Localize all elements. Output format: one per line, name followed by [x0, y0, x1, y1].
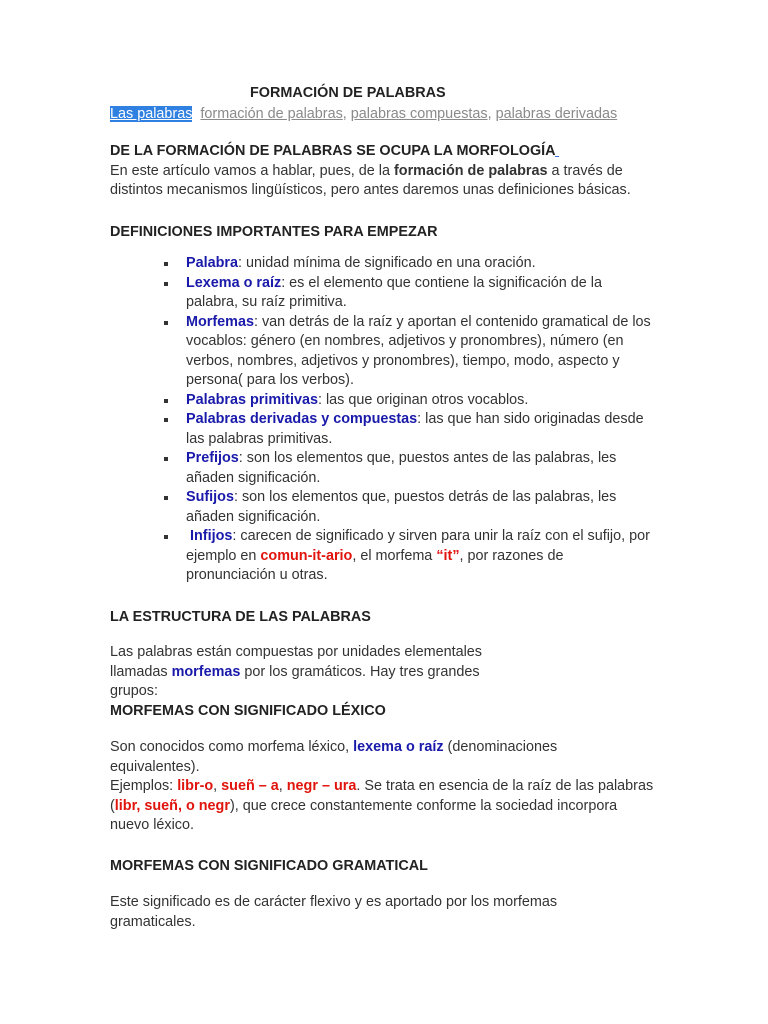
term: Palabras derivadas y compuestas: [186, 411, 418, 427]
term-desc: : es el elemento que contiene la significación de la palabra, su raíz primitiva.: [186, 274, 602, 310]
term: Infijos: [190, 528, 233, 544]
document-title: FORMACIÓN DE PALABRAS: [250, 85, 446, 101]
tag-separator: ,: [342, 105, 351, 122]
list-item: [186, 449, 656, 488]
list-item: [186, 488, 656, 527]
tag-palabras-derivadas[interactable]: palabras derivadas: [495, 105, 618, 122]
gramatical-paragraph: Este significado es de carácter flexivo y es aportado por los morfemas gramaticales.: [110, 894, 558, 930]
section-heading-lexico: MORFEMAS CON SIGNIFICADO LÉXICO: [110, 702, 386, 719]
lexico-text: Son conocidos como morfema léxico,: [110, 739, 354, 755]
estructura-text-cont: por los gramáticos. Hay tres grandes grupos:: [110, 663, 480, 699]
examples-separator: ,: [278, 778, 287, 794]
term: Palabra: [186, 255, 238, 271]
lexico-keyword: lexema o raíz: [353, 739, 444, 755]
estructura-paragraph: [110, 643, 530, 702]
term-desc: : carecen de significado y sirven para unir la raíz con el sufijo, por ejemplo en: [186, 528, 650, 564]
list-item: [186, 254, 656, 274]
list-item: [186, 391, 656, 411]
term-desc: , el morfema: [352, 547, 437, 564]
example-roots: libr, sueñ, o negr: [114, 797, 230, 814]
term: Palabras primitivas: [186, 391, 318, 408]
section-heading-definiciones: DEFINICIONES IMPORTANTES PARA EMPEZAR: [110, 223, 438, 240]
list-item: [186, 274, 656, 313]
examples-separator: ,: [213, 778, 222, 794]
term-desc: , por razones de pronunciación u otras.: [186, 547, 564, 583]
intro-keyword: formación de palabras: [393, 162, 548, 179]
tag-las-palabras[interactable]: Las palabras: [110, 105, 193, 122]
term: Lexema o raíz: [186, 274, 282, 291]
term-desc: : son los elementos que, puestos antes de las palabras, les añaden significación.: [186, 450, 617, 486]
term-desc: : unidad mínima de significado en una oración.: [238, 255, 536, 271]
term-desc: : las que originan otros vocablos.: [317, 391, 529, 408]
tag-palabras-compuestas[interactable]: palabras compuestas: [350, 105, 488, 122]
example-word: negr – ura: [286, 778, 357, 794]
intro-text: En este artículo vamos a hablar, pues, de la: [110, 162, 394, 179]
list-item: [186, 410, 656, 449]
lexico-examples: [110, 777, 655, 836]
term-desc: : van detrás de la raíz y aportan el contenido gramatical de los vocablos: género (en nombres, adjetivos y pronombres), número (en verbos, nombres, adjetivos y pronombres), tiempo, modo, aspecto y persona( para los verbos).: [186, 313, 651, 388]
definitions-list: [110, 254, 656, 586]
heading-link[interactable]: [555, 143, 559, 159]
intro-text-cont: a través de distintos mecanismos lingüísticos, pero antes daremos unas definiciones básicas.: [110, 162, 631, 198]
examples-text-cont: ), que crece constantemente conforme la sociedad incorpora nuevo léxico.: [110, 797, 618, 833]
example-word: libr-o: [177, 778, 214, 794]
term: Morfemas: [186, 313, 254, 330]
estructura-text: Las palabras están compuestas por unidades elementales llamadas: [110, 644, 482, 680]
tag-separator: ,: [487, 105, 496, 122]
section-heading-estructura: LA ESTRUCTURA DE LAS PALABRAS: [110, 608, 371, 625]
term: Sufijos: [186, 489, 234, 505]
term-desc: : las que han sido originadas desde las palabras primitivas.: [186, 411, 644, 447]
tag-list: [110, 105, 670, 125]
tag-formacion-de-palabras[interactable]: formación de palabras: [200, 105, 343, 122]
estructura-keyword: morfemas: [171, 663, 241, 680]
list-item: [186, 313, 656, 391]
section-heading-gramatical: MORFEMAS CON SIGNIFICADO GRAMATICAL: [110, 857, 428, 874]
term-desc: : son los elementos que, puestos detrás de las palabras, les añaden significación.: [186, 489, 617, 525]
example-word: comun-it-ario: [260, 547, 353, 564]
document-page: [110, 84, 670, 932]
heading-text: DE LA FORMACIÓN DE PALABRAS SE OCUPA LA MORFOLOGÍA: [110, 143, 556, 159]
term: Prefijos: [186, 450, 239, 466]
intro-paragraph: [110, 162, 670, 201]
lexico-paragraph: [110, 738, 610, 777]
section-heading-morfologia: [110, 142, 670, 162]
list-item: [186, 527, 656, 586]
example-morpheme: “it”: [436, 547, 460, 564]
lexico-text-cont: (denominaciones equivalentes).: [110, 739, 558, 775]
examples-text: . Se trata en esencia de la raíz de las palabras (: [110, 778, 654, 814]
examples-label: Ejemplos:: [110, 778, 178, 794]
example-word: sueñ – a: [221, 778, 279, 794]
